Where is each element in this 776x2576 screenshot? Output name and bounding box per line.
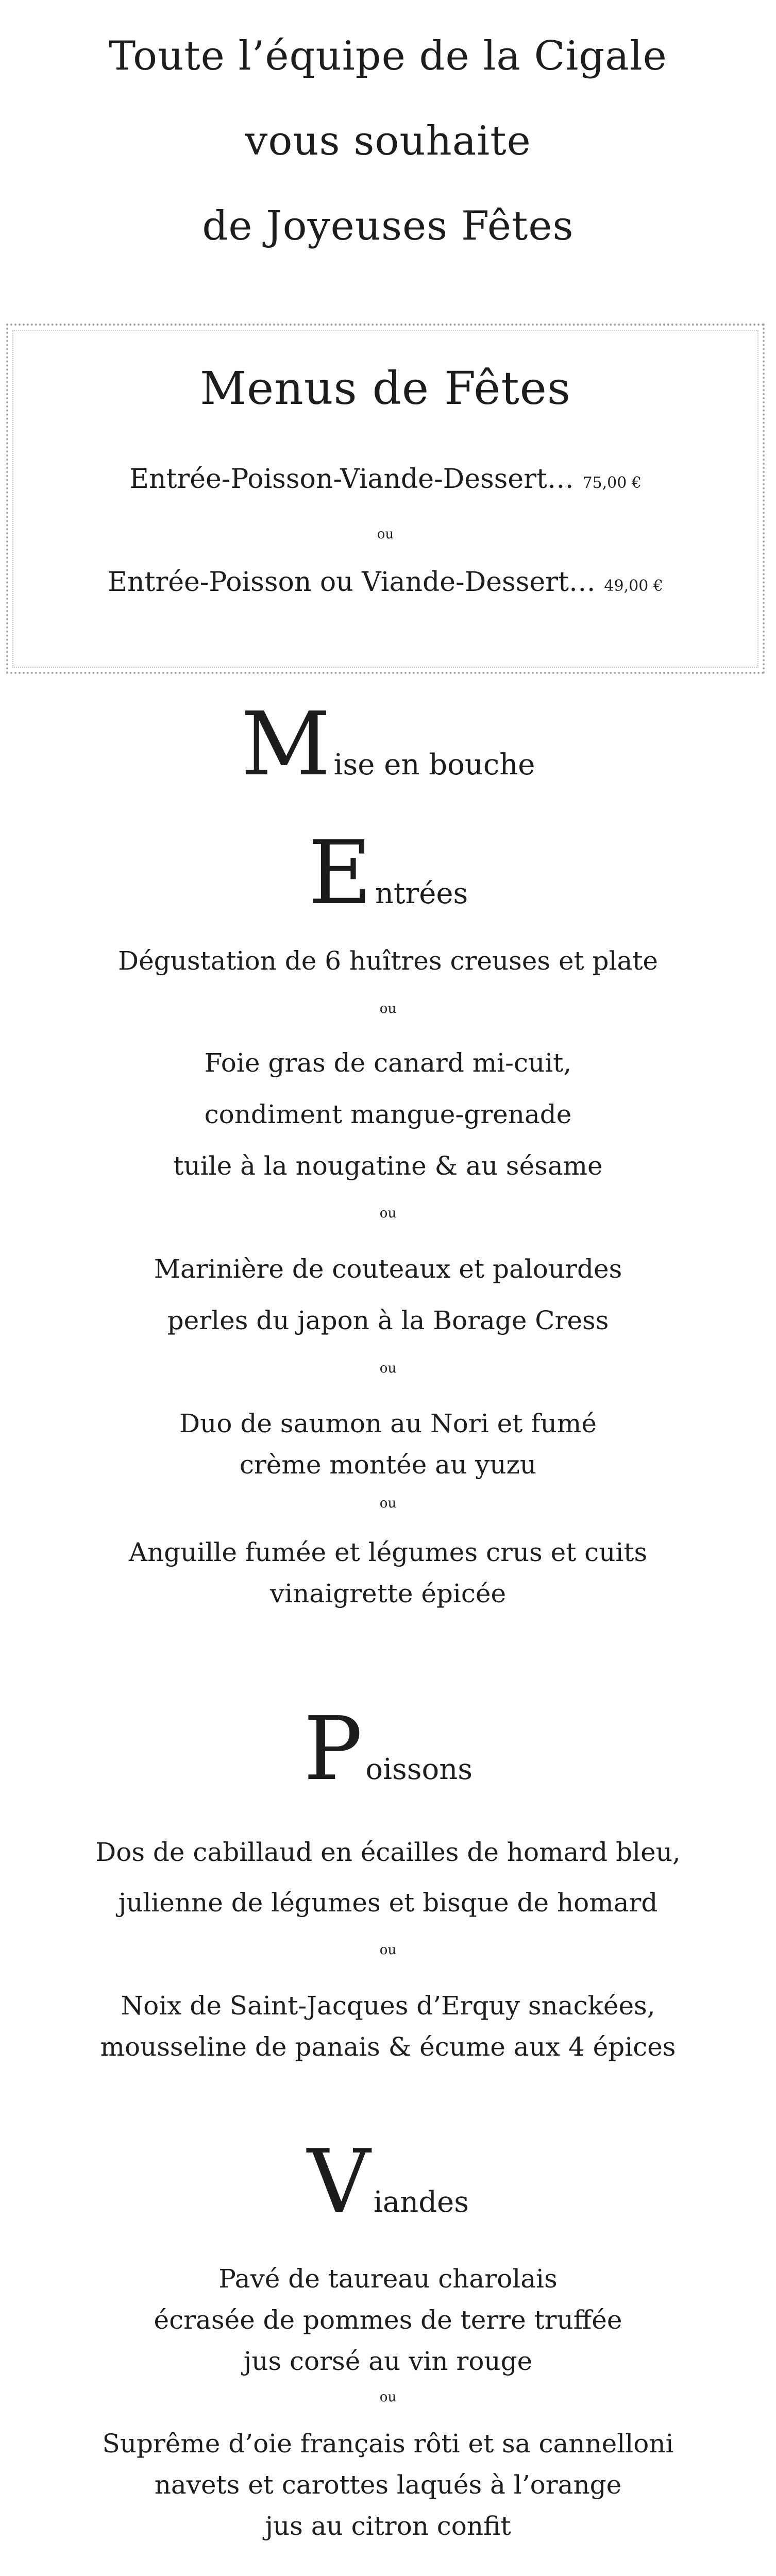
entree-line: perles du japon à la Borage Cress — [167, 1306, 609, 1335]
formula-full — [8, 466, 763, 493]
formula-short-price: 49,00 € — [604, 577, 663, 595]
heading-entrees-cap: E — [308, 822, 372, 924]
heading-poissons-cap: P — [303, 1698, 363, 1800]
or-separator: ou — [379, 1361, 397, 1376]
greeting-line-2: vous souhaite — [245, 118, 531, 164]
heading-mise-cap: M — [241, 693, 331, 795]
viande-line: Pavé de taureau charolais — [218, 2264, 558, 2294]
entree-line: Duo de saumon au Nori et fumé — [179, 1409, 597, 1438]
entree-line: Marinière de couteaux et palourdes — [154, 1254, 622, 1284]
viande-line: jus au citron confit — [265, 2511, 511, 2541]
poisson-line: Noix de Saint-Jacques d’Erquy snackées, — [121, 1991, 655, 2021]
entree-line: crème montée au yuzu — [239, 1450, 537, 1480]
heading-viandes-rest: iandes — [373, 2185, 469, 2219]
entree-line: Anguille fumée et légumes crus et cuits — [128, 1537, 648, 1567]
or-separator: ou — [379, 1001, 397, 1016]
entree-line: Dégustation de 6 huîtres creuses et plate — [117, 946, 659, 976]
heading-mise-rest: ise en bouche — [333, 748, 535, 782]
menus-frame — [6, 324, 765, 674]
heading-poissons-rest: oissons — [365, 1753, 473, 1786]
menus-title: Menus de Fêtes — [200, 362, 571, 415]
entree-line: tuile à la nougatine & au sésame — [173, 1151, 603, 1181]
poisson-line: julienne de légumes et bisque de homard — [118, 1888, 658, 1918]
formula-short — [8, 569, 763, 596]
formula-full-price: 75,00 € — [582, 474, 642, 492]
formula-full-label: Entrée-Poisson-Viande-Dessert… — [129, 464, 574, 495]
viande-line: écrasée de pommes de terre truffée — [154, 2305, 622, 2335]
greeting-line-3: de Joyeuses Fêtes — [202, 203, 574, 249]
or-separator: ou — [379, 2389, 397, 2405]
poisson-line: mousseline de panais & écume aux 4 épices — [100, 2032, 676, 2062]
heading-viandes-cap: V — [307, 2131, 370, 2233]
heading-viandes — [0, 2131, 776, 2233]
or-separator: ou — [379, 1942, 397, 1958]
viande-line: jus corsé au vin rouge — [243, 2346, 533, 2376]
heading-entrees-rest: ntrées — [375, 877, 468, 910]
heading-mise-en-bouche — [0, 693, 776, 795]
poisson-line: Dos de cabillaud en écailles de homard bleu, — [95, 1837, 681, 1867]
or-separator: ou — [379, 1496, 397, 1511]
viande-line: Suprême d’oie français rôti et sa cannelloni — [102, 2429, 674, 2459]
menus-or: ou — [377, 527, 394, 542]
heading-poissons — [0, 1698, 776, 1800]
formula-short-label: Entrée-Poisson ou Viande-Dessert… — [108, 567, 596, 598]
or-separator: ou — [379, 1206, 397, 1221]
entree-line: Foie gras de canard mi-cuit, — [204, 1048, 572, 1078]
heading-entrees — [0, 822, 776, 924]
greeting-line-1: Toute l’équipe de la Cigale — [109, 33, 667, 79]
viande-line: navets et carottes laqués à l’orange — [154, 2470, 622, 2500]
entree-line: condiment mangue-grenade — [204, 1099, 572, 1129]
entree-line: vinaigrette épicée — [269, 1579, 507, 1608]
